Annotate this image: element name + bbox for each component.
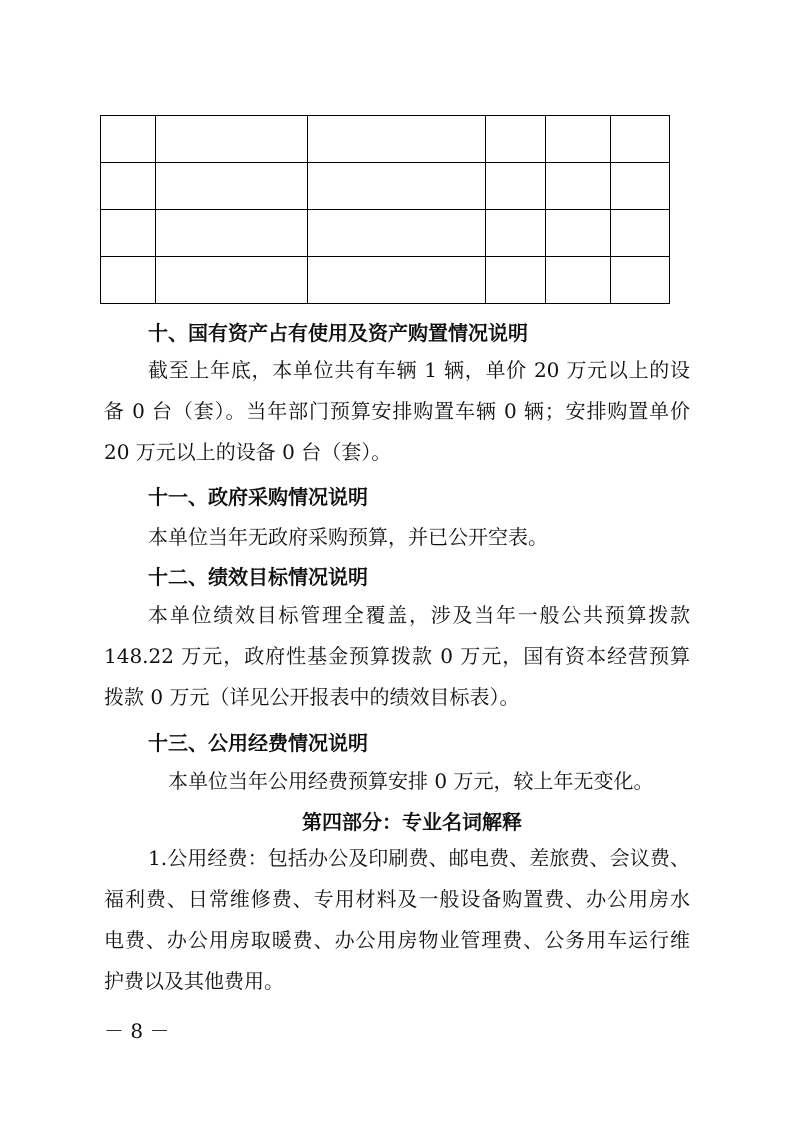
paragraph-line: 20 万元以上的设备 0 台（套）。 <box>104 440 392 464</box>
paragraph-line: 148.22 万元，政府性基金预算拨款 0 万元，国有资本经营预算 <box>104 644 690 668</box>
paragraph-line: 1.公用经费：包括办公及印刷费、邮电费、差旅费、会议费、 <box>148 846 690 870</box>
table-cell <box>486 163 546 210</box>
table-row <box>101 257 670 304</box>
paragraph-line: 本单位当年无政府采购预算，并已公开空表。 <box>148 525 548 549</box>
table-cell <box>546 163 611 210</box>
table-cell <box>308 257 486 304</box>
section-heading: 十二、绩效目标情况说明 <box>148 565 368 589</box>
empty-table <box>100 115 670 304</box>
table-row <box>101 116 670 163</box>
paragraph-line: 福利费、日常维修费、专用材料及一般设备购置费、办公用房水 <box>104 887 690 911</box>
table-cell <box>611 257 670 304</box>
section-heading: 十、国有资产占有使用及资产购置情况说明 <box>148 321 528 345</box>
section-heading: 十三、公用经费情况说明 <box>148 731 368 755</box>
page-number: － 8 － <box>104 1019 170 1043</box>
table-cell <box>611 116 670 163</box>
table-cell <box>101 116 156 163</box>
table-cell <box>308 210 486 257</box>
part-title: 第四部分：专业名词解释 <box>302 810 522 834</box>
table-cell <box>156 257 308 304</box>
paragraph-line: 电费、办公用房取暖费、办公用房物业管理费、公务用车运行维 <box>104 928 690 952</box>
paragraph-line: 本单位当年公用经费预算安排 0 万元，较上年无变化。 <box>168 769 654 793</box>
table-row <box>101 163 670 210</box>
table-cell <box>101 210 156 257</box>
table-cell <box>101 163 156 210</box>
table-cell <box>156 116 308 163</box>
paragraph-line: 拨款 0 万元（详见公开报表中的绩效目标表）。 <box>104 685 520 709</box>
table-cell <box>546 210 611 257</box>
table-cell <box>101 257 156 304</box>
paragraph-line: 备 0 台（套）。当年部门预算安排购置车辆 0 辆；安排购置单价 <box>104 399 690 423</box>
table-cell <box>486 257 546 304</box>
table-row <box>101 210 670 257</box>
table-cell <box>156 210 308 257</box>
table-cell <box>546 116 611 163</box>
paragraph-line: 护费以及其他费用。 <box>104 969 284 993</box>
table-cell <box>486 210 546 257</box>
table-cell <box>611 210 670 257</box>
paragraph-line: 本单位绩效目标管理全覆盖，涉及当年一般公共预算拨款 <box>148 603 690 627</box>
table-cell <box>308 163 486 210</box>
paragraph-line: 截至上年底，本单位共有车辆 1 辆，单价 20 万元以上的设 <box>148 358 690 382</box>
table-cell <box>156 163 308 210</box>
table-cell <box>486 116 546 163</box>
table-cell <box>611 163 670 210</box>
table-cell <box>546 257 611 304</box>
table-cell <box>308 116 486 163</box>
section-heading: 十一、政府采购情况说明 <box>148 485 368 509</box>
